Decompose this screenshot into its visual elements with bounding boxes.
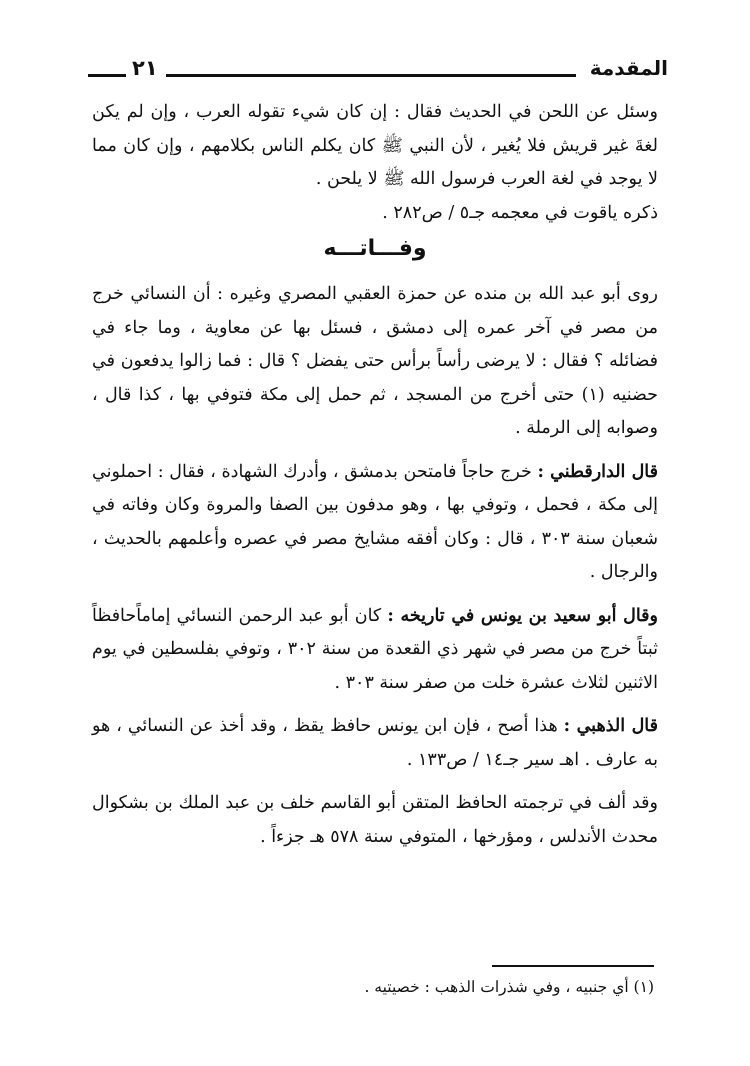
page-body (92, 96, 658, 854)
paragraph-daraqutni (92, 456, 658, 590)
footnote-divider (492, 965, 654, 967)
text-dhahabi: هذا أصح ، فإن ابن يونس حافظ يقظ ، وقد أخذ عن النسائي ، هو به عارف . اهـ سير جـ١٤ / ص١٣٣ . (92, 716, 658, 770)
text-daraqutni: خرج حاجاً فامتحن بدمشق ، وأدرك الشهادة ، فقال : احملوني إلى مكة ، فحمل ، وتوفي بها ، وهو مدفون بين الصفا والمروة وكان وفاته في شعبان سنة ٣٠٣ ، قال : وكان أفقه مشايخ مصر في عصره وأعلمهم بالحديث ، والرجال . (92, 461, 658, 582)
paragraph-ibn-mandah: روى أبو عبد الله بن منده عن حمزة العقبي المصري وغيره : أن النسائي خرج من مصر في آخر عمره إلى دمشق ، فسئل بها عن معاوية ، وما جاء في فضائله ؟ فقال : لا يرضى رأساً برأس حتى يفضل ؟ قال : فما زالوا يدفعون في حضنيه (١) حتى أخرج من المسجد ، ثم حمل إلى مكة فتوفي بها ، كذا قال ، وصوابه إلى الرملة . (92, 284, 659, 438)
paragraph-ibn-yunus (92, 600, 658, 701)
text-ibn-yunus: كان أبو عبد الرحمن النسائي إماماًحافظاً ثبتاً خرج من مصر في شهر ذي القعدة من سنة ٣٠٢ ، وتوفي بفلسطين في يوم الاثنين لثلاث عشرة خلت من صفر سنة ٣٠٣ . (92, 605, 658, 693)
paragraph-dhahabi (92, 710, 658, 777)
section-title-death: وفـــاتـــه (323, 236, 427, 261)
lead-ibn-yunus: وقال أبو سعيد بن يونس في تاريخه : (387, 605, 658, 626)
paragraph-ibn-bashkuwal: وقد ألف في ترجمته الحافظ المتقن أبو القاسم خلف بن عبد الملك بن بشكوال محدث الأندلس ، ومؤرخها ، المتوفي سنة ٥٧٨ هـ جزءاً . (92, 793, 658, 847)
paragraph-lahn: وسئل عن اللحن في الحديث فقال : إن كان شيء تقوله العرب ، وإن لم يكن لغةَ غير قريش فلا يُغير ، لأن النبي ﷺ كان يكلم الناس بكلامهم ، وإن كان مما لا يوجد في لغة العرب فرسول الله ﷺ لا يلحن . (92, 102, 658, 189)
page-number: ٢١ (132, 56, 158, 80)
running-title: المقدمة (589, 56, 668, 80)
header-rule-right (166, 74, 576, 77)
lead-daraqutni: قال الدارقطني : (537, 461, 658, 482)
page-header (88, 54, 668, 90)
lead-dhahabi: قال الذهبي : (563, 716, 658, 736)
footnote: (١) أي جنبيه ، وفي شذرات الذهب : خصيتيه . (364, 978, 654, 996)
header-rule-left (88, 74, 126, 77)
reference-yaqut: ذكره ياقوت في معجمه جـ٥ / ص٢٨٢ . (382, 202, 658, 223)
